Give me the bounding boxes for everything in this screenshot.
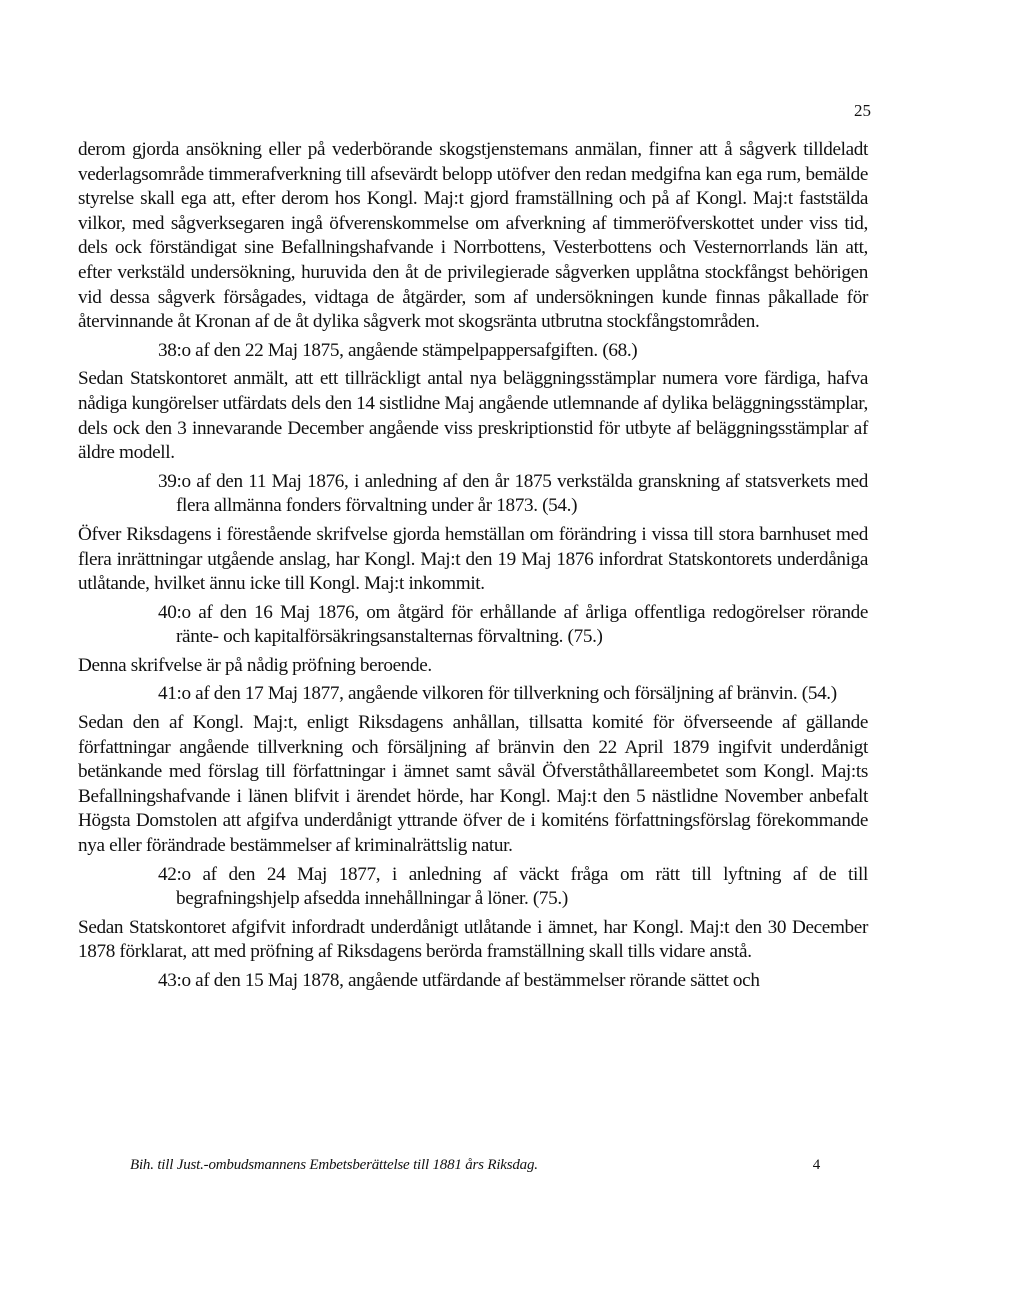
entry-39-body: Öfver Riksdagens i förestående skrifvelse gjorda hemställan om förändring i vissa till stora barnhuset med flera inrättningar utgående anslag, har Kongl. Maj:t den 19 Maj 1876 infordrat Statskontorets underdåniga utlåtande, hvilket ännu icke till Kongl. Maj:t inkommit. (78, 523, 868, 595)
entry-42-body: Sedan Statskontoret afgifvit infordradt underdånigt utlåtande i ämnet, har Kongl. Maj:t den 30 December 1878 förklarat, att med pröfning af Riksdagens berörda framställning skall tills vidare anstå. (78, 916, 868, 963)
entry-43-heading: 43:o af den 15 Maj 1878, angående utfärdande af bestämmelser rörande sättet och (158, 970, 760, 991)
paragraph-continuation: derom gjorda ansökning eller på vederbörande skogstjenstemans anmälan, finner att å sågverk tilldeladt vederlagsområde timmerafverkning till afsevärdt belopp utöfver den redan medgifna kan ega rum, bemälde styrelse skall ega att, efter derom hos Kongl. Maj:t gjord framställning och på af Kongl. Maj:t faststälda vilkor, med sågverksegaren ingå öfverenskommelse om afverkning af timmeröfverskottet under viss tid, dels ock förständigat sine Befallningshafvande i Norrbottens, Vesterbottens och Vesternorrlands län att, efter verkstäld undersökning, huruvida den åt de privilegierade sågverken upplåtna stockfångst behörigen vid dessa sågverk försågades, vidtaga de åtgärder, som af undersökningen kunde finnas påkallade för återvinnande åt Kronan af de åt dylika sågverk mot skogsränta utbrutna stockfångstområden. (78, 139, 868, 333)
entry-40-body: Denna skrifvelse är på nådig pröfning beroende. (78, 654, 432, 676)
body-text (78, 138, 868, 994)
entry-41-heading: 41:o af den 17 Maj 1877, angående vilkoren för tillverkning och försäljning af bränvin. (54.) (158, 683, 837, 705)
entry-39-heading: 39:o af den 11 Maj 1876, i anledning af den år 1875 verkstälda granskning af statsverkets med flera allmänna fonders förvaltning under år 1873. (54.) (158, 470, 868, 517)
entry-42-heading: 42:o af den 24 Maj 1877, i anledning af väckt fråga om rätt till lyftning af de till begrafningshjelp afsedda innehållningar å löner. (75.) (158, 863, 868, 910)
entry-40-heading: 40:o af den 16 Maj 1876, om åtgärd för erhållande af årliga offentliga redogörelser rörande ränte- och kapitalförsäkringsanstalternas förvaltning. (75.) (158, 601, 868, 648)
page-footer (130, 1157, 820, 1174)
entry-41-body: Sedan den af Kongl. Maj:t, enligt Riksdagens anhållan, tillsatta komité för öfverseende af gällande författningar angående tillverkning och försäljning af bränvin den 22 April 1879 ingifvit underdånigt betänkande med förslag till författningar i ämnet samt såväl Öfverståthållareembetet som Kongl. Maj:ts Befallningshafvande i länen blifvit i ärendet hörde, har Kongl. Maj:t den 5 nästlidne November anbefalt Högsta Domstolen att afgifva underdånigt yttrande öfver de i komiténs författningsförslag förekommande nya eller förändrade bestämmelser af kriminalrättslig natur. (78, 712, 868, 857)
entry-38-body: Sedan Statskontoret anmält, att ett tillräckligt antal nya beläggningsstämplar numera vore färdiga, hafva nådiga kungörelser utfärdats dels den 14 sistlidne Maj angående utlemnande af dylika beläggningsstämplar, dels ock den 3 innevarande December angående viss preskriptionstid för utbyte af beläggningsstämplar af äldre modell. (78, 368, 868, 464)
sheet-number: 4 (812, 1157, 820, 1173)
footer-signature: Bih. till Just.-ombudsmannens Embetsberättelse till 1881 års Riksdag. (130, 1157, 538, 1173)
page-number: 25 (854, 101, 871, 120)
entry-38-heading: 38:o af den 22 Maj 1875, angående stämpelpappersafgiften. (68.) (158, 339, 638, 361)
